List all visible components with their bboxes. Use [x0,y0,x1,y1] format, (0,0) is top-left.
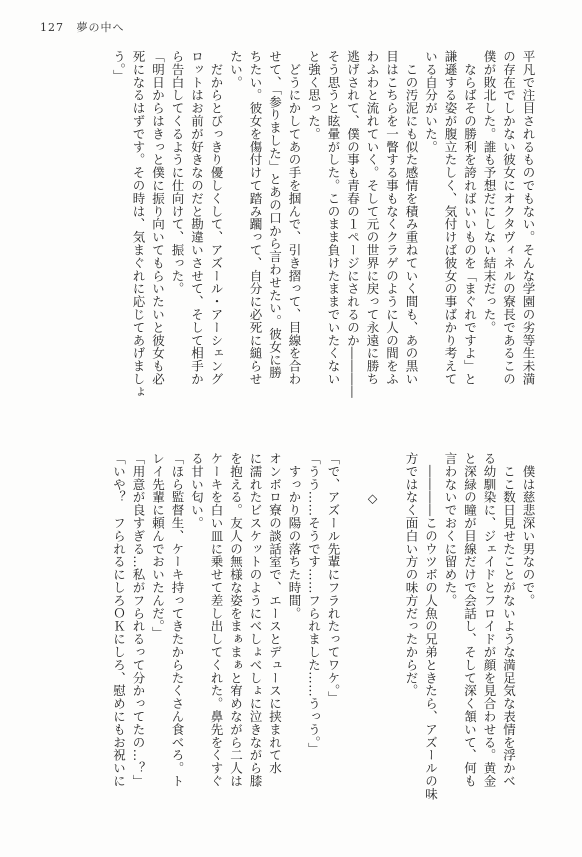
page-header [40,19,133,35]
text-line: を抱える。友人の無様な姿をまぁまぁと宥めながら二人は [228,452,244,788]
text-line: 僕が敗北した。誰も予想だにしない結末だった。 [482,50,497,334]
text-line: 平凡で注目されるものでもない。そんな学園の劣等生未満 [521,50,536,386]
text-line: 言わないでおくに留めた。 [443,452,458,607]
text-line: 逃げされて、僕の事も青春の１ページにされるのか―――― [345,50,361,399]
text-line: ◇ [365,452,380,507]
text-line: と強く思った。 [306,50,322,141]
page-number: 127 [40,21,64,34]
text-line: ケーキを白い皿に乗せて差し出してくれた。鼻先をくすぐ [209,452,224,788]
text-line: わふわと流れていく。そして元の世界に戻って永遠に勝ち [365,50,380,386]
text-line: どうにかしてあの手を掴んで、引き摺って、目線を合わ [287,50,302,386]
text-line: の存在でしかない彼女にオクタヴィネルの寮長であるこの [501,50,517,386]
lower-text-block [28,452,538,832]
upper-text-block [28,50,538,415]
text-line: る幼馴染に、ジェイドとフロイドが顔を見合わせる。黄金 [482,452,497,788]
text-line: 「ほら監督生、ケーキ持ってきたからたくさん食べろ。ト [170,452,185,788]
chapter-title: 夢の中へ [76,21,125,34]
text-line: そう思うと眩暈がした。このまま負けたままでいたくない [326,50,341,386]
text-line: 「で、アズール先輩にフラれたってワケ。」 [326,452,341,704]
text-line: ならばその勝利を誇ればいいものを「まぐれですよ」と [462,50,478,386]
text-line: 死になるはずです。その時は、気まぐれに応じてあげましょ [131,50,146,399]
text-line: る甘い匂い。 [189,452,205,530]
text-line: すっかり陽の落ちた時間。 [287,452,302,620]
text-line: 方ではなく面白い方の味方だったからだ。 [404,452,419,698]
text-line: レイ先輩に頼んでおいたんだ。」 [150,452,166,640]
text-line: ロットはお前が好きなのだと勘違いさせて、そして相手か [189,50,205,386]
text-line [343,452,363,832]
text-line: オンボロ寮の談話室で、エースとデュースに挟まれて水 [267,452,283,775]
text-line [382,452,402,832]
text-line: 謙遜する姿が腹立たしく、気付けば彼女の事ばかり考えて [443,50,458,386]
text-line: ――――このウツボの人魚の兄弟ときたら、アズールの味 [423,452,439,801]
text-line: と深緑の瞳が目線だけで会話し、そして深く頷いて、何も [462,452,478,788]
text-line: 「いや？ フられるにしろＯＫにしろ、慰めにもお祝いに [111,452,127,788]
text-line: 「用意が良すぎる…私がフられるって分かってたの…？」 [131,452,146,788]
text-line: 目はこちらを一瞥する事もなくクラゲのように人の間をふ [384,50,400,386]
text-line: ここ数日見せたことがないような満足気な表情を浮かべ [501,452,517,788]
text-line: この汚泥にも似た感情を積み重ねていく間も、あの黒い [404,50,419,386]
text-line: に濡れたビスケットのようにべしょべしょに泣きながら膝 [248,452,263,788]
text-line: だからとびっきり優しくして、アズール・アーシェング [209,50,224,386]
text-line: う。」 [111,50,127,83]
text-line: 「うう……そうです……フられました……うっう。」 [306,452,322,756]
text-line: せて、「参りました」とあの口から言わせたい。彼女に勝 [267,50,283,380]
text-line: ちたい。彼女を傷付けて踏み躙って、自分に必死に縋らせ [248,50,263,386]
text-line: いる自分がいた。 [423,50,439,154]
text-line: 僕は慈悲深い男なので。 [521,452,536,607]
text-line: たい。 [228,50,244,89]
text-line: ら告白してくるように仕向けて、振った。 [170,50,185,296]
text-line: 「明日からはきっと僕に振り向いてもらいたいと彼女も必 [150,50,166,386]
